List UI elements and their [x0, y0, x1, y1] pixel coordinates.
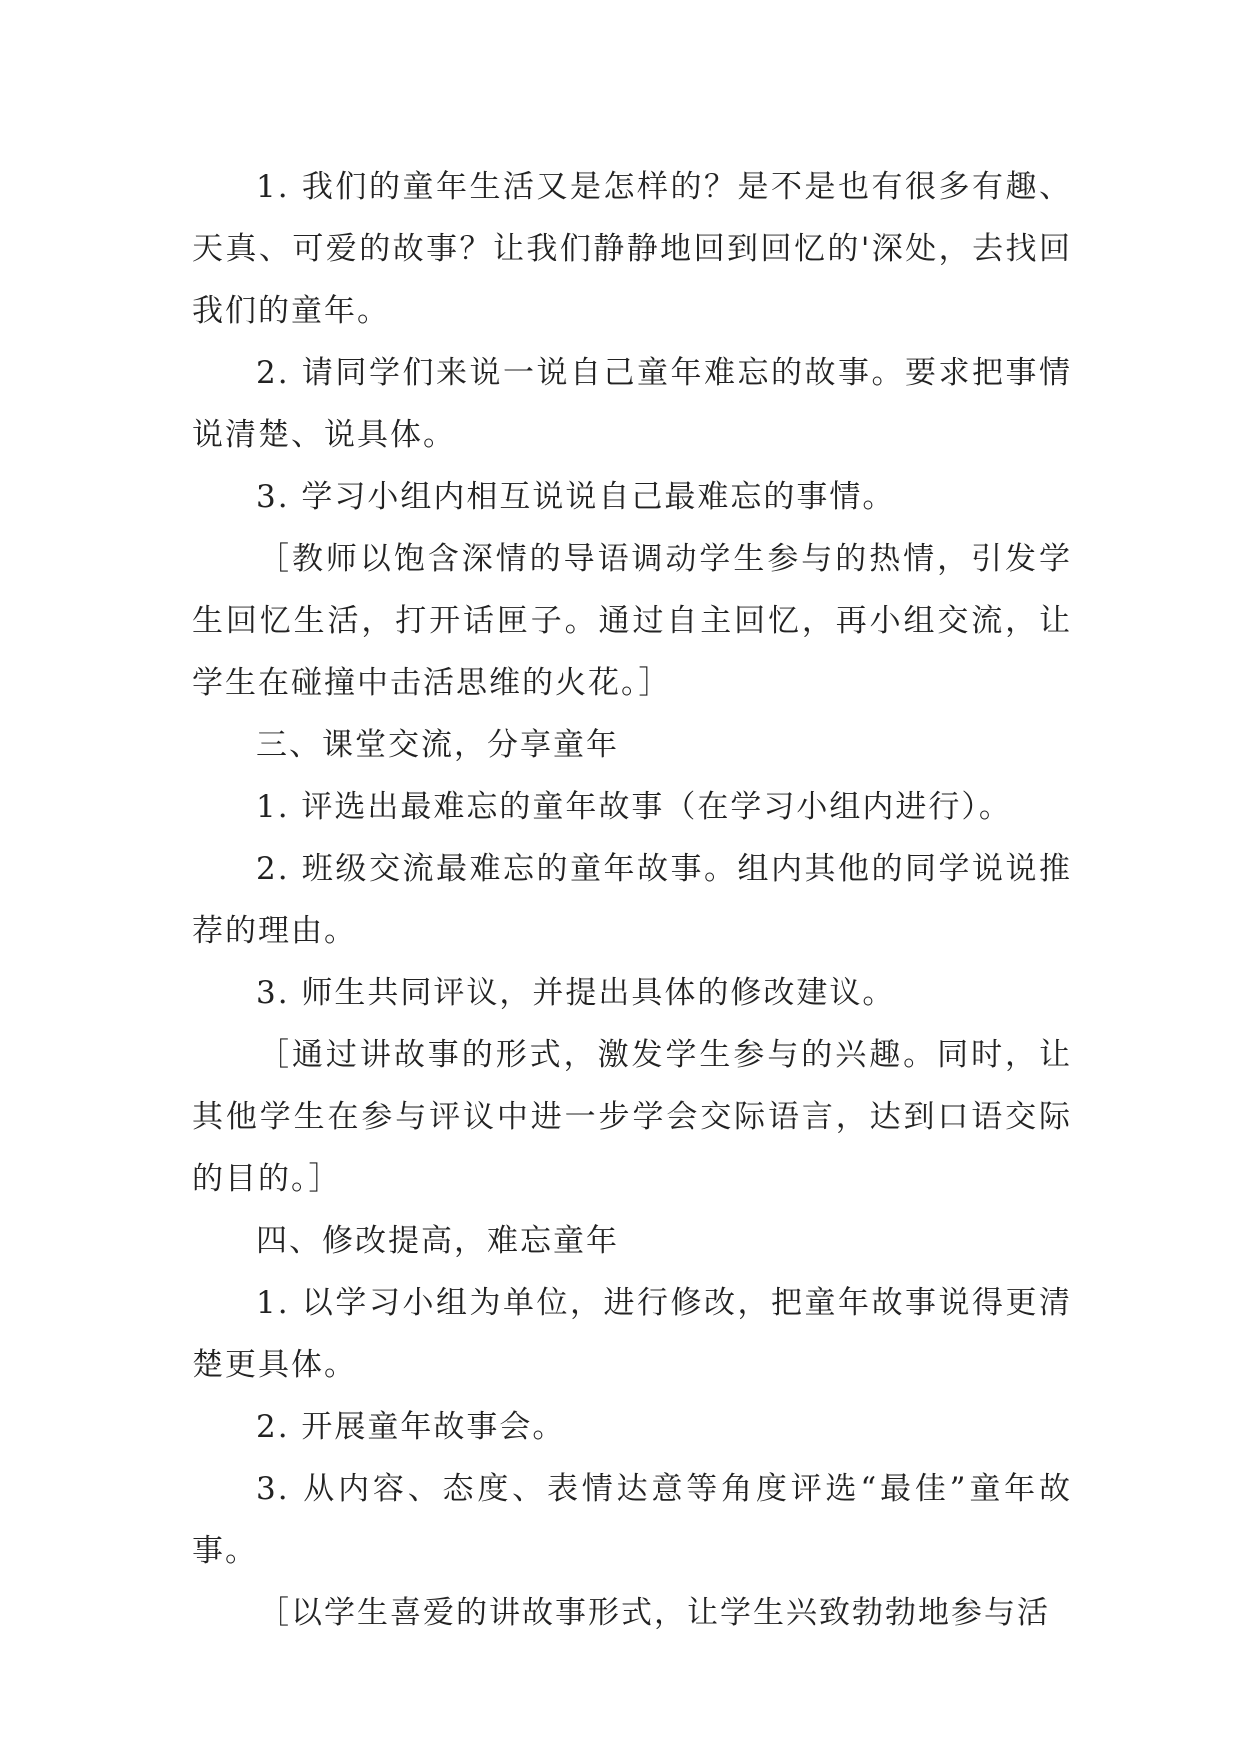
- paragraph-item-4: 1. 评选出最难忘的童年故事（在学习小组内进行）。: [256, 789, 1012, 825]
- teaching-note-3: ［以学生喜爱的讲故事形式，让学生兴致勃勃地参与活: [258, 1595, 1050, 1631]
- paragraph-item-5: 2. 班级交流最难忘的童年故事。组内其他的同学说说推荐的理由。: [192, 851, 1072, 949]
- teaching-note-2: ［通过讲故事的形式，激发学生参与的兴趣。同时，让其他学生在参与评议中进一步学会交际语言，达到口语交际的目的。］: [192, 1037, 1072, 1197]
- paragraph-item-8: 2. 开展童年故事会。: [256, 1409, 566, 1445]
- paragraph-item-2: 2. 请同学们来说一说自己童年难忘的故事。要求把事情说清楚、说具体。: [192, 355, 1072, 453]
- paragraph-item-9: 3. 从内容、态度、表情达意等角度评选“最佳”童年故事。: [192, 1471, 1072, 1569]
- paragraph-item-7: 1. 以学习小组为单位，进行修改，把童年故事说得更清楚更具体。: [192, 1285, 1072, 1383]
- section-heading-3: 三、课堂交流，分享童年: [256, 727, 619, 763]
- teaching-note-1: ［教师以饱含深情的导语调动学生参与的热情，引发学生回忆生活，打开话匣子。通过自主回忆，再小组交流，让学生在碰撞中击活思维的火花。］: [192, 541, 1072, 701]
- paragraph-item-6: 3. 师生共同评议，并提出具体的修改建议。: [256, 975, 896, 1011]
- section-heading-4: 四、修改提高，难忘童年: [256, 1223, 619, 1259]
- paragraph-item-1: 1. 我们的童年生活又是怎样的？是不是也有很多有趣、天真、可爱的故事？让我们静静地回到回忆的'深处，去找回我们的童年。: [192, 169, 1072, 329]
- document-page: [192, 156, 1072, 1644]
- paragraph-item-3: 3. 学习小组内相互说说自己最难忘的事情。: [256, 479, 896, 515]
